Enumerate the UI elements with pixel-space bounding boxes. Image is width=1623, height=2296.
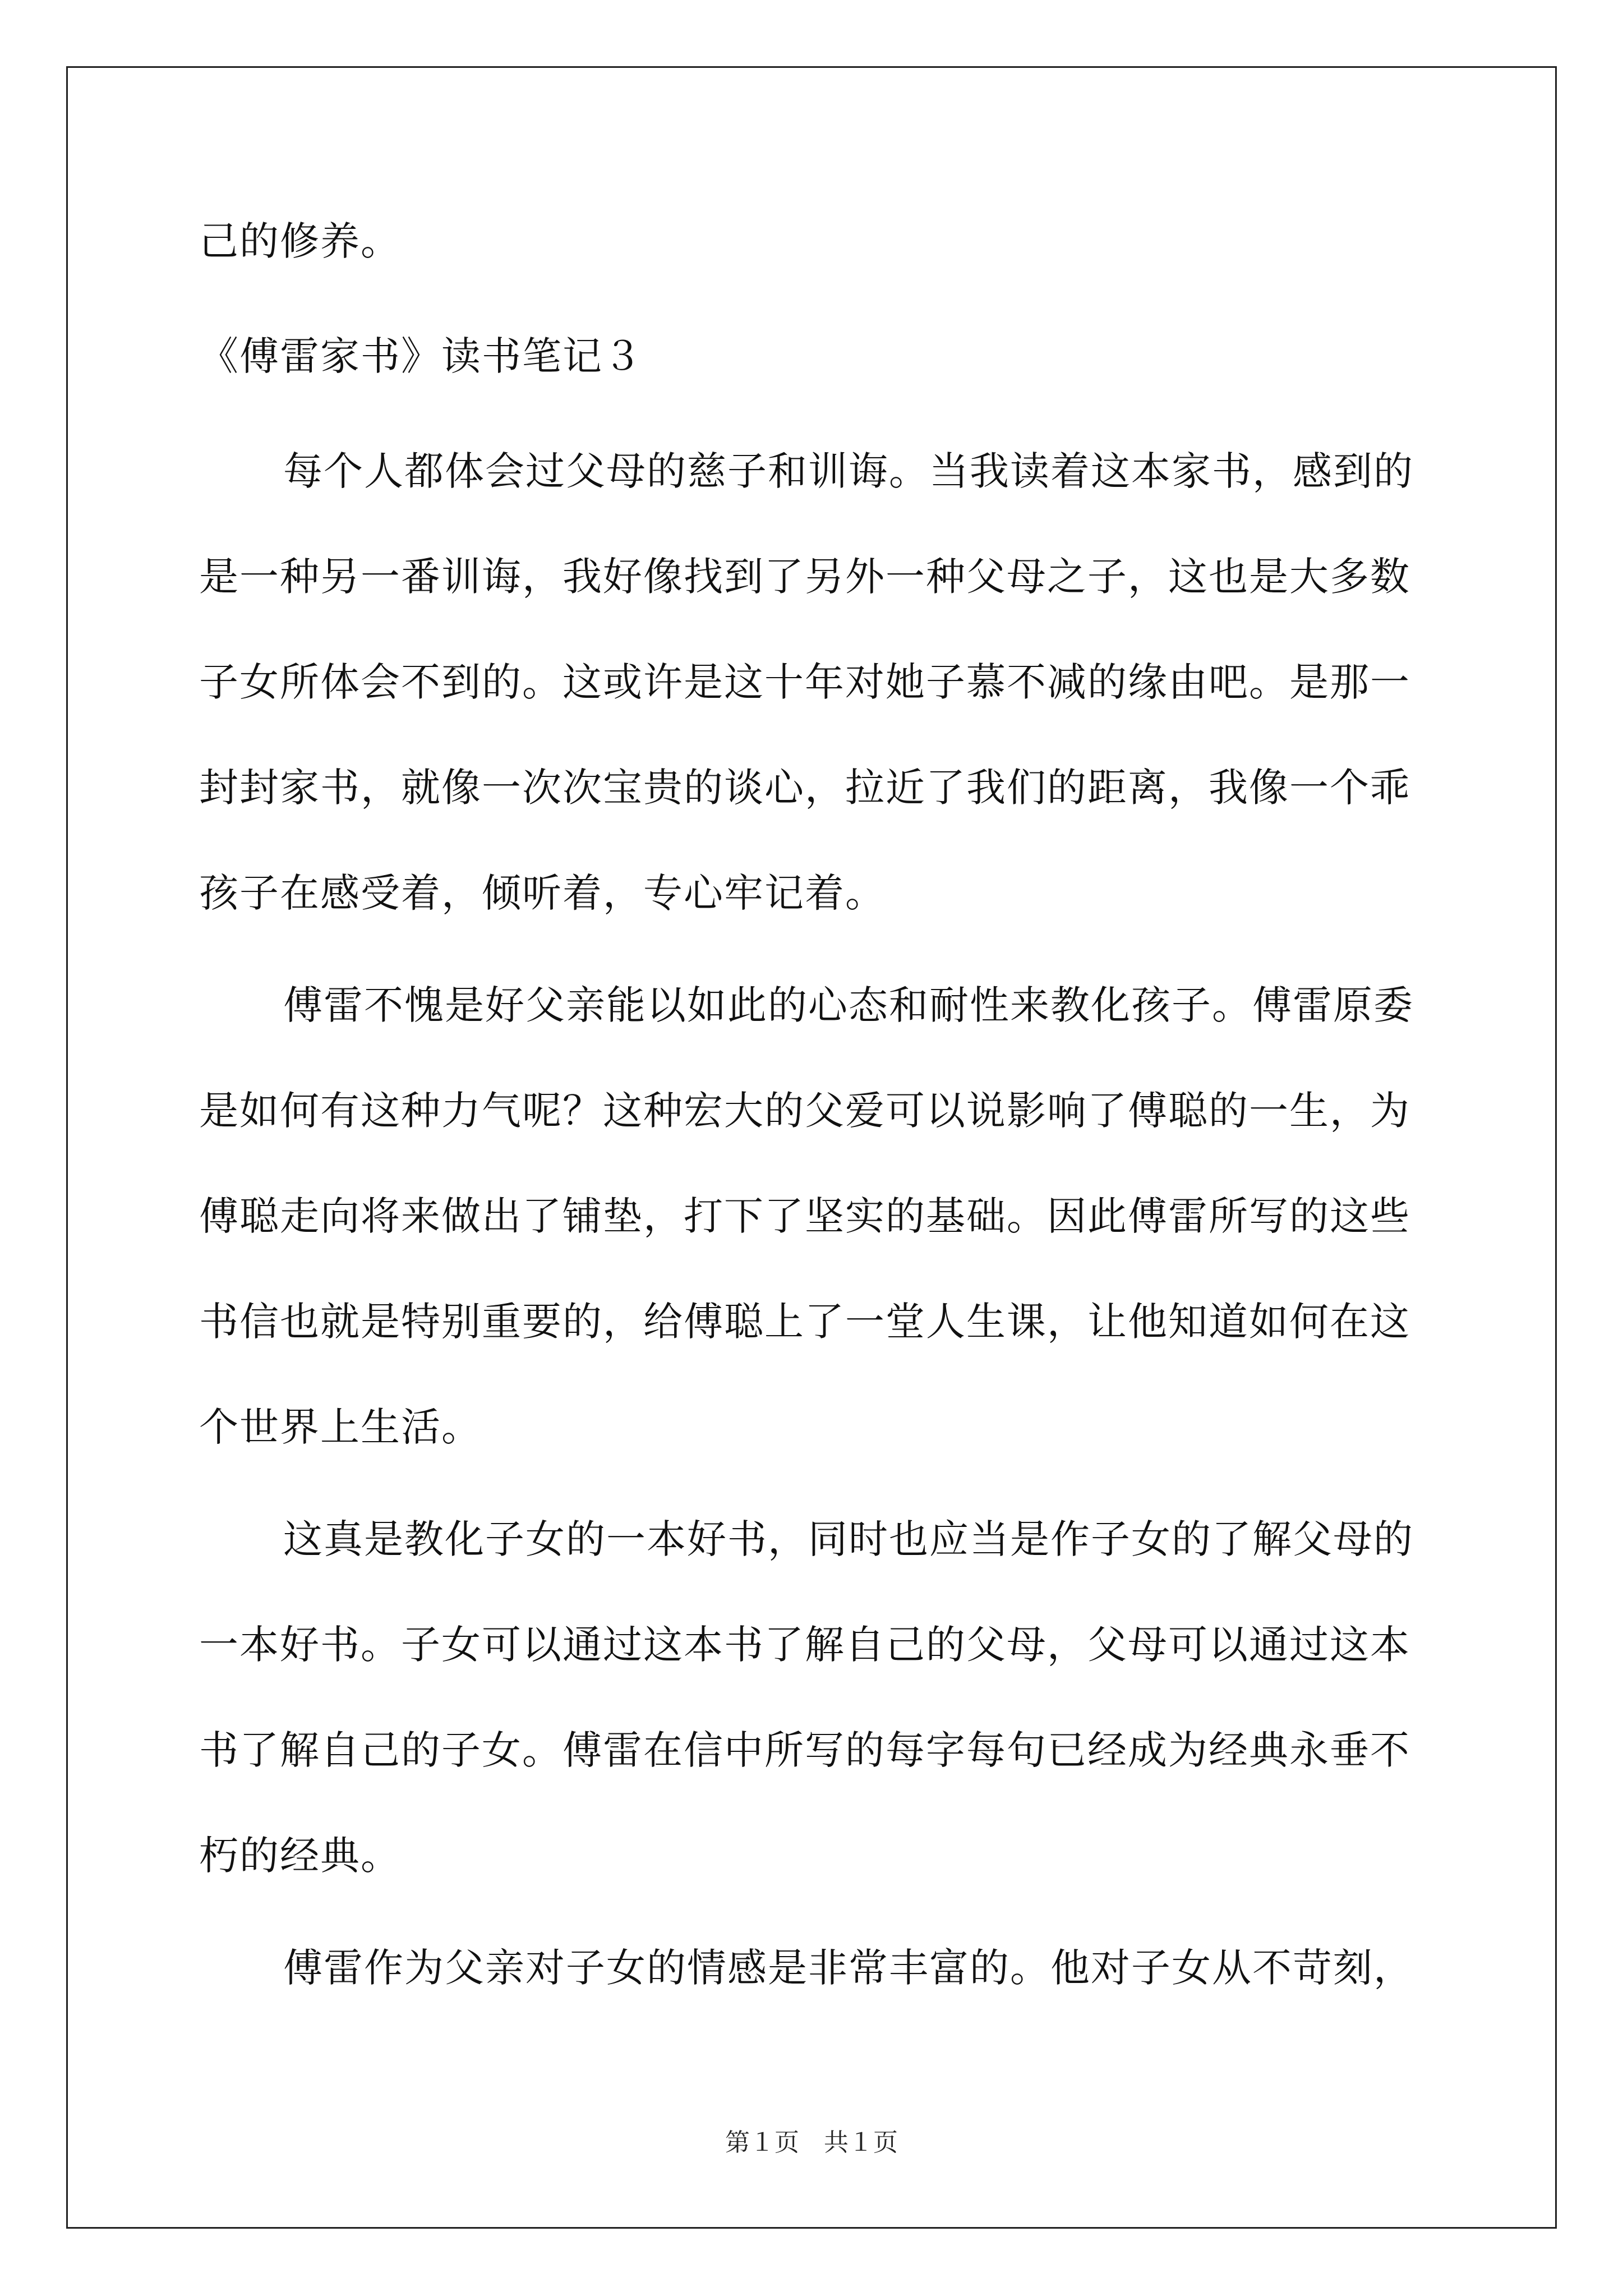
paragraph-line: 傅雷作为父亲对子女的情感是非常丰富的。他对子女从不苛刻， bbox=[283, 1945, 1414, 1991]
paragraph-line: 每个人都体会过父母的慈子和训诲。当我读着这本家书，感到的 bbox=[283, 448, 1414, 494]
document-body bbox=[199, 213, 1433, 1996]
paragraph-line: 朽的经典。 bbox=[199, 1833, 401, 1879]
paragraph-line: 是一种另一番训诲，我好像找到了另外一种父母之子，这也是大多数 bbox=[199, 554, 1410, 600]
paragraph-line: 傅聪走向将来做出了铺垫，打下了坚实的基础。因此傅雷所写的这些 bbox=[199, 1193, 1410, 1239]
paragraph-line: 孩子在感受着，倾听着，专心牢记着。 bbox=[199, 870, 886, 916]
paragraph-line: 子女所体会不到的。这或许是这十年对她子慕不减的缘由吧。是那一 bbox=[199, 659, 1410, 705]
paragraph-line: 封封家书，就像一次次宝贵的谈心，拉近了我们的距离，我像一个乖 bbox=[199, 765, 1410, 811]
text-line: 己的修养。 bbox=[199, 218, 401, 264]
section-heading: 《傅雷家书》读书笔记３ bbox=[199, 333, 643, 379]
paragraph-line: 一本好书。子女可以通过这本书了解自己的父母，父母可以通过这本 bbox=[199, 1622, 1410, 1668]
paragraph-line: 个世界上生活。 bbox=[199, 1404, 482, 1450]
paragraph-line: 书信也就是特别重要的，给傅聪上了一堂人生课，让他知道如何在这 bbox=[199, 1299, 1410, 1345]
paragraph-line: 这真是教化子女的一本好书，同时也应当是作子女的了解父母的 bbox=[283, 1516, 1414, 1562]
paragraph-line: 傅雷不愧是好父亲能以如此的心态和耐性来教化孩子。傅雷原委 bbox=[283, 982, 1414, 1028]
page-footer: 第１页 共１页 bbox=[725, 2128, 898, 2157]
paragraph-line: 书了解自己的子女。傅雷在信中所写的每字每句已经成为经典永垂不 bbox=[199, 1727, 1410, 1773]
paragraph-line: 是如何有这种力气呢？这种宏大的父爱可以说影响了傅聪的一生，为 bbox=[199, 1088, 1410, 1134]
